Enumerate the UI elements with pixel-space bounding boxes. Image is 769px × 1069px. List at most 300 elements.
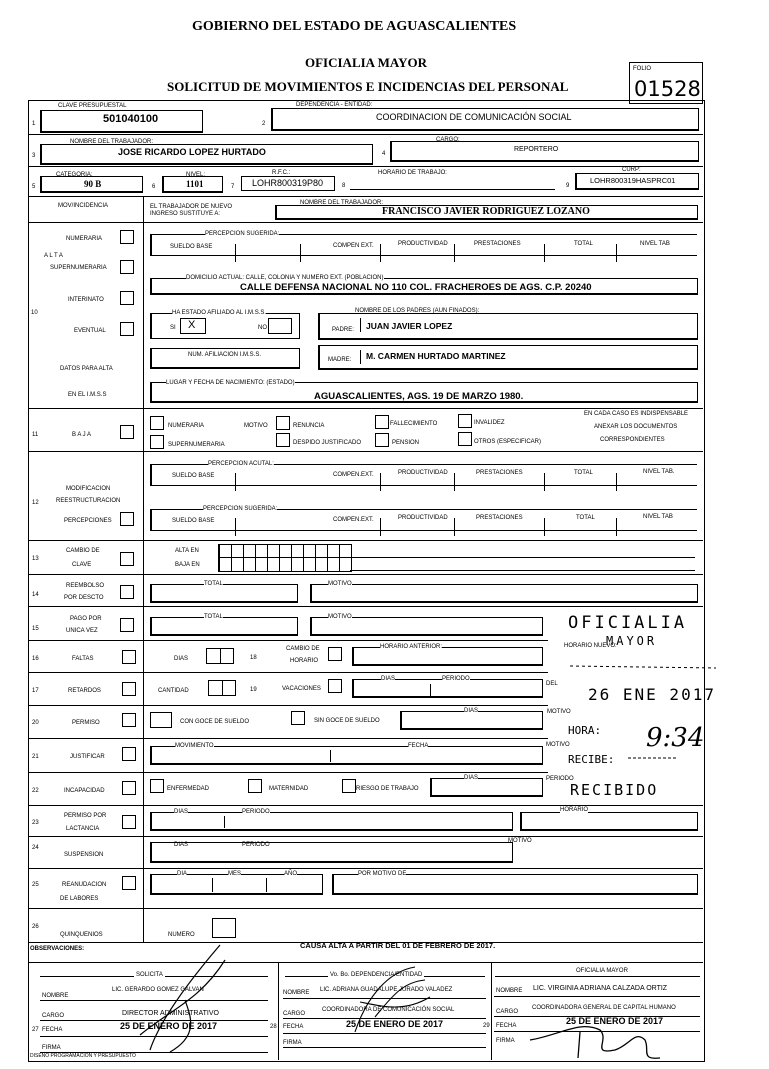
con-goce-checkbox[interactable] (150, 712, 172, 728)
percepcion-sugerida-label: PERCEPCION SUGERIDA: (203, 506, 278, 512)
baja-checkbox[interactable] (120, 425, 134, 439)
vobo-fecha: 25 DE ENERO DE 2017 (346, 1019, 444, 1029)
cambio-horario-checkbox[interactable] (328, 647, 342, 661)
enfermedad-checkbox[interactable] (150, 779, 164, 793)
dia-label: DIA (177, 871, 188, 877)
row-number: 9 (566, 183, 570, 189)
solicitante-fecha: 25 DE ENERO DE 2017 (120, 1021, 218, 1031)
row-number: 6 (152, 184, 156, 190)
nombre-label: NOMBRE DEL TRABAJADOR: (70, 139, 154, 145)
mov-incidencia-label: MOV/INCIDENCIA (58, 203, 109, 209)
footer-note: DISEÑO PROGRAMACION Y PRESUPUESTO (30, 1053, 136, 1059)
si-mark: X (188, 319, 196, 331)
reanudacion-fecha-field (150, 874, 323, 895)
tick (380, 473, 381, 491)
prestaciones-label: PRESTACIONES (476, 515, 523, 521)
numeraria-checkbox[interactable] (120, 230, 134, 244)
oficialia-fecha: 25 DE ENERO DE 2017 (566, 1016, 664, 1026)
tick (235, 244, 236, 262)
invalidez-checkbox[interactable] (458, 414, 472, 428)
tick (616, 518, 617, 536)
cambio-horario-label: CAMBIO DE (286, 646, 320, 652)
solicitante-cargo: DIRECTOR ADMINISTRATIVO (122, 1010, 219, 1017)
despido-checkbox[interactable] (276, 433, 290, 447)
divider (28, 222, 703, 223)
interinato-label: INTERINATO (68, 297, 104, 303)
lactancia-checkbox[interactable] (122, 815, 136, 829)
tick (235, 518, 236, 536)
total-label: TOTAL (204, 614, 223, 620)
svg-text:HORA:: HORA: (568, 724, 602, 737)
signature-line (495, 976, 700, 977)
row-number: 10 (31, 310, 38, 316)
row-number: 18 (250, 655, 257, 661)
periodo-label: PERIODO (442, 676, 470, 682)
quinquenios-label: QUINQUENIOS (60, 932, 103, 938)
tick (616, 244, 617, 262)
domicilio-value: CALLE DEFENSA NACIONAL NO 110 COL. FRACHEROES DE AGS. C.P. 20240 (240, 282, 592, 293)
anio-label: AÑO (284, 871, 298, 877)
curp-value: LOHR800319HASPRC01 (590, 176, 676, 185)
row-number: 28 (270, 1024, 277, 1030)
periodo-label: PERIODO (242, 809, 270, 815)
firma-label: FIRMA (42, 1045, 61, 1051)
permiso-label: PERMISO (72, 720, 100, 726)
oficialia-cargo: COORDINADORA GENERAL DE CAPITAL HUMANO (532, 1005, 676, 1011)
periodo-label: PERIODO (242, 842, 270, 848)
reembolso-checkbox[interactable] (120, 585, 134, 599)
pago-label: PAGO POR (70, 616, 102, 622)
form-title: SOLICITUD DE MOVIMIENTOS E INCIDENCIAS DEL PERSONAL (167, 79, 569, 94)
motivo-label: MOTIVO (546, 742, 570, 748)
percepcion-alta-label: PERCEPCION SUGERIDA: (205, 231, 280, 237)
svg-text:OFICIALIA: OFICIALIA (568, 613, 688, 633)
prestaciones-label: PRESTACIONES (474, 241, 521, 247)
vacaciones-label: VACACIONES (282, 686, 321, 692)
column-divider (491, 962, 492, 1060)
signature-solicitante-icon (130, 940, 240, 1058)
office-title: OFICIALIA MAYOR (305, 55, 427, 70)
column-divider (278, 962, 279, 1060)
divider (28, 408, 703, 409)
divider (28, 908, 703, 909)
riesgo-label: RIESGO DE TRABAJO (356, 786, 419, 792)
reanudacion-label: DE LABORES (60, 896, 99, 902)
row-number: 15 (32, 626, 39, 632)
tick (430, 684, 431, 696)
supernumeraria-baja-checkbox[interactable] (150, 435, 164, 449)
fecha-label: FECHA (42, 1027, 63, 1033)
divider (28, 574, 703, 575)
dias-label: DIAS (464, 708, 479, 714)
maternidad-label: MATERNIDAD (269, 786, 309, 792)
renuncia-label: RENUNCIA (293, 423, 325, 429)
divider (28, 738, 548, 739)
cambio-horario-label: HORARIO (290, 658, 319, 664)
pension-label: PENSION (392, 440, 420, 446)
tick (300, 244, 301, 262)
motivo-label: MOTIVO (547, 709, 571, 715)
horario-nuevo-label: HORARIO NUEVO: (564, 643, 617, 649)
fallecimiento-checkbox[interactable] (375, 415, 389, 429)
clave-line (350, 557, 695, 558)
incapacidad-dias-field (430, 778, 543, 797)
divider (28, 836, 703, 837)
row-number: 11 (32, 432, 39, 438)
otros-checkbox[interactable] (458, 432, 472, 446)
folio-box (629, 62, 703, 104)
row-number: 7 (231, 184, 235, 190)
fecha-label: FECHA (408, 743, 429, 749)
rfc-label: R.F.C.: (272, 170, 291, 176)
retardos-cantidad-box[interactable] (208, 680, 236, 696)
eventual-checkbox[interactable] (120, 322, 134, 336)
row-number: 22 (32, 788, 39, 794)
nombre-value: JOSE RICARDO LOPEZ HURTADO (118, 147, 266, 157)
row-number: 17 (32, 688, 39, 694)
justificar-checkbox[interactable] (122, 747, 136, 761)
productividad-label: PRODUCTIVIDAD (398, 515, 448, 521)
tick (224, 816, 225, 828)
percepciones-label: PERCEPCIONES (64, 518, 112, 524)
baja-note: EN CADA CASO ES INDISPENSABLE (584, 411, 689, 417)
suspension-label: SUSPENSION (64, 852, 104, 858)
numero-label: NUMERO (168, 932, 195, 938)
divider (28, 805, 703, 806)
sueldo-label: SUELDO BASE (172, 473, 215, 479)
motivo-label: MOTIVO (508, 838, 532, 844)
sustituido-label: NOMBRE DEL TRABAJADOR: (300, 200, 384, 206)
pago-checkbox[interactable] (120, 618, 134, 632)
supernumeraria-label: SUPERNUMERARIA (50, 265, 107, 271)
cambio-clave-checkbox[interactable] (120, 552, 134, 566)
divider (28, 540, 703, 541)
reembolso-total-field (150, 584, 298, 603)
numeraria-baja-checkbox[interactable] (150, 416, 164, 430)
nivel-tab-label: NIVEL TAB. (643, 469, 675, 475)
sin-goce-checkbox[interactable] (291, 711, 305, 725)
nacimiento-value: AGUASCALIENTES, AGS. 19 DE MARZO 1980. (314, 391, 524, 402)
retardos-label: RETARDOS (68, 688, 101, 694)
row-number: 19 (250, 687, 257, 693)
permiso-checkbox[interactable] (122, 713, 136, 727)
svg-text:26 ENE 2017: 26 ENE 2017 (588, 685, 716, 704)
lactancia-horario-field (520, 812, 698, 831)
despido-label: DESPIDO JUSTIFICADO (293, 440, 362, 446)
dias-label: DIAS (464, 775, 479, 781)
tick (266, 878, 267, 892)
tick (330, 750, 331, 762)
divider (28, 868, 703, 869)
row-number: 26 (32, 924, 39, 930)
row-number: 4 (382, 151, 386, 157)
mes-label: MES (228, 871, 242, 877)
nombre-label: NOMBRE (283, 990, 310, 996)
signature-oficialia-icon (520, 1010, 670, 1065)
nivel-label: NIVEL: (186, 172, 206, 178)
reanudacion-label: REANUDACION (62, 882, 107, 888)
prestaciones-label: PRESTACIONES (476, 470, 523, 476)
tick (454, 244, 455, 262)
padre-value: JUAN JAVIER LOPEZ (366, 321, 453, 331)
productividad-label: PRODUCTIVIDAD (398, 241, 448, 247)
row-number: 16 (32, 656, 39, 662)
divider (28, 196, 703, 197)
nacimiento-label: LUGAR Y FECHA DE NACIMIENTO: (ESTADO) (166, 380, 295, 386)
alta-en-label: ALTA EN (175, 548, 199, 554)
firma-label: FIRMA (496, 1038, 515, 1044)
row-number: 5 (32, 184, 36, 190)
fecha-label: FECHA (283, 1024, 304, 1030)
dependencia-value: COORDINACION DE COMUNICACIÓN SOCIAL (376, 112, 572, 122)
reanudacion-checkbox[interactable] (122, 876, 136, 890)
sign-line (283, 1047, 486, 1048)
compen-label: COMPEN.EXT. (333, 517, 374, 523)
dias-label: DIAS (381, 676, 396, 682)
numeraria-label: NUMERARIA (66, 236, 103, 242)
reembolso-label: POR DESCTO (64, 595, 104, 601)
maternidad-checkbox[interactable] (248, 779, 262, 793)
tick (544, 518, 545, 536)
cargo-label: CARGO (283, 1011, 306, 1017)
incapacidad-checkbox[interactable] (122, 781, 136, 795)
row-number: 1 (32, 121, 36, 127)
reanudacion-motivo-field (332, 874, 698, 895)
domicilio-label: DOMICILIO ACTUAL: CALLE, COLONIA Y NUMERO EXT. (POBLACION) (186, 275, 384, 281)
sin-goce-label: SIN GOCE DE SUELDO (314, 718, 380, 724)
solicita-label: SOLICITA (136, 972, 163, 978)
divider (28, 640, 548, 641)
madre-label: MADRE: (328, 357, 352, 363)
retardos-checkbox[interactable] (122, 682, 136, 696)
supernumeraria-baja-label: SUPERNUMERARIA (168, 442, 225, 448)
row-number: 13 (32, 556, 39, 562)
received-stamp-icon (548, 600, 738, 800)
row-number: 8 (342, 183, 346, 189)
sustituye-label: EL TRABAJADOR DE NUEVO (150, 204, 233, 210)
cargo-label: CARGO (42, 1013, 65, 1019)
clave-label: CLAVE PRESUPUESTAL (58, 103, 127, 109)
pension-checkbox[interactable] (375, 433, 389, 447)
row-number: 2 (262, 121, 266, 127)
dependencia-label: DEPENDENCIA - ENTIDAD: (296, 102, 373, 108)
curp-label: CURP: (622, 167, 641, 173)
horario-anterior-label: HORARIO ANTERIOR: (380, 644, 443, 650)
nivel-value: 1101 (186, 179, 204, 189)
motivo-label: MOTIVO (328, 581, 352, 587)
vobo-nombre: LIC. ADRIANA GUADALUPE JURADO VALADEZ (320, 987, 453, 993)
imss-label: EN EL I.M.S.S (68, 392, 107, 398)
row-number: 20 (32, 720, 39, 726)
rfc-value: LOHR800319P80 (252, 178, 324, 188)
afiliacion-label: NUM. AFILIACION I.M.S.S. (188, 352, 262, 358)
cargo-value: REPORTERO (514, 146, 559, 153)
quinquenios-box[interactable] (212, 918, 236, 938)
firma-label: FIRMA (283, 1040, 302, 1046)
cargo-label: CARGO: (436, 137, 460, 143)
padres-label: NOMBRE DE LOS PADRES (AUN FINADOS): (355, 308, 480, 314)
motivo-baja-label: MOTIVO (244, 423, 268, 429)
total-label: TOTAL (576, 515, 595, 521)
supernumeraria-checkbox[interactable] (120, 260, 134, 274)
fecha-label: FECHA (496, 1023, 517, 1029)
faltas-dias-box[interactable] (206, 648, 234, 664)
horario-line (350, 189, 555, 190)
divider (28, 705, 548, 706)
vacaciones-checkbox[interactable] (328, 679, 342, 693)
reembolso-label: REEMBOLSO (66, 583, 105, 589)
divider (28, 772, 548, 773)
row-number: 24 (32, 845, 39, 851)
interinato-checkbox[interactable] (120, 291, 134, 305)
periodo-label: PERIODO (546, 776, 574, 782)
clave-value: 501040100 (103, 113, 159, 125)
sueldo-label: SUELDO BASE (170, 244, 213, 250)
tick (235, 473, 236, 491)
lactancia-field (150, 812, 513, 831)
modificacion-checkbox[interactable] (120, 512, 134, 526)
total-label: TOTAL (204, 581, 223, 587)
tick (544, 244, 545, 262)
signature-vobo-icon (345, 962, 435, 1037)
con-goce-label: CON GOCE DE SUELDO (180, 719, 250, 725)
otros-label: OTROS (ESPECIFICAR) (474, 439, 542, 445)
productividad-label: PRODUCTIVIDAD (398, 470, 448, 476)
observaciones-label: OBSERVACIONES: (30, 946, 85, 952)
tick (360, 318, 361, 332)
baja-note: CORRESPONDIENTES (600, 437, 665, 443)
clave-grid (218, 544, 352, 572)
government-title: GOBIERNO DEL ESTADO DE AGUASCALIENTES (192, 19, 517, 34)
divider (28, 672, 548, 673)
tick (454, 518, 455, 536)
row-number: 21 (32, 754, 39, 760)
nombre-label: NOMBRE (42, 993, 69, 999)
solicitante-nombre: LIC. GERARDO GOMEZ GALVAN (112, 987, 204, 993)
dias-label: DIAS (174, 809, 189, 815)
si-label: SI (170, 325, 176, 331)
tick (360, 350, 361, 364)
observaciones-value: CAUSA ALTA A PARTIR DEL 01 DE FEBRERO DE 2017. (300, 941, 496, 950)
cantidad-label: CANTIDAD (158, 688, 189, 694)
oficialia-label: OFICIALIA MAYOR (576, 968, 628, 974)
svg-text:9:34: 9:34 (646, 723, 705, 753)
baja-note: ANEXAR LOS DOCUMENTOS (594, 424, 678, 430)
compen-label: COMPEN EXT. (333, 243, 374, 249)
baja-en-label: BAJA EN (175, 562, 200, 568)
tick (380, 244, 381, 262)
eventual-label: EVENTUAL (74, 328, 106, 334)
row-number: 29 (483, 1023, 490, 1029)
folio-number: 01528 (634, 77, 701, 101)
reestructuracion-label: REESTRUCTURACION (56, 498, 121, 504)
tick (212, 878, 213, 892)
horario-label: HORARIO DE TRABAJO: (378, 170, 447, 176)
tick (544, 473, 545, 491)
dias-label: DIAS (174, 842, 189, 848)
cambio-clave-label: CLAVE (72, 562, 92, 568)
folio-label: FOLIO (633, 66, 652, 72)
suspension-field (150, 842, 513, 863)
riesgo-checkbox[interactable] (342, 779, 356, 793)
madre-value: M. CARMEN HURTADO MARTINEZ (366, 351, 506, 361)
faltas-checkbox[interactable] (122, 650, 136, 664)
divider (28, 166, 703, 167)
faltas-label: FALTAS (72, 656, 94, 662)
oficialia-nombre: LIC. VIRGINIA ADRIANA CALZADA ORTIZ (533, 985, 668, 992)
pago-total-field (150, 617, 298, 636)
clave-line (350, 570, 695, 571)
total-label: TOTAL (574, 241, 593, 247)
justificar-label: JUSTIFICAR (70, 754, 105, 760)
tick (380, 518, 381, 536)
fallecimiento-label: FALLECIMIENTO (390, 421, 438, 427)
tick (616, 473, 617, 491)
tick (454, 473, 455, 491)
por-motivo-label: POR MOTIVO DE (358, 871, 407, 877)
incapacidad-label: INCAPACIDAD (64, 788, 105, 794)
vobo-cargo: COORDINADORA DE COMUNICACIÓN SOCIAL (322, 1007, 455, 1013)
svg-text:MAYOR: MAYOR (606, 634, 658, 648)
svg-text:RECIBE:: RECIBE: (568, 753, 615, 766)
row-number: 14 (32, 592, 39, 598)
categoria-label: CATEGORIA: (56, 172, 93, 178)
compen-label: COMPEN.EXT. (333, 472, 374, 478)
numeraria-baja-label: NUMERARIA (168, 423, 205, 429)
baja-label: B A J A (72, 432, 92, 438)
row-number: 27 (32, 1027, 39, 1033)
invalidez-label: INVALIDEZ (474, 420, 505, 426)
del-label: DEL (546, 681, 558, 687)
alta-label: A L T A (44, 253, 63, 259)
cambio-clave-label: CAMBIO DE (66, 548, 100, 554)
lactancia-label: LACTANCIA (66, 826, 100, 832)
cargo-label: CARGO (496, 1009, 519, 1015)
padre-label: PADRE: (332, 327, 354, 333)
column-divider (143, 196, 144, 942)
total-label: TOTAL (574, 470, 593, 476)
row-number: 12 (32, 500, 39, 506)
divider (28, 451, 703, 452)
sustituido-value: FRANCISCO JAVIER RODRIGUEZ LOZANO (382, 206, 590, 217)
row-number: 25 (32, 882, 39, 888)
nivel-tab-label: NIVEL TAB (643, 514, 673, 520)
afiliado-label: HA ESTADO AFILIADO AL I.M.S.S. (172, 310, 267, 316)
sign-line (494, 996, 700, 997)
modificacion-label: MODIFICACION (66, 486, 111, 492)
dias-label: DIAS (174, 656, 189, 662)
horario-label: HORARIO (560, 807, 589, 813)
vobo-label: Vo. Bo. DEPENDENCIA/ENTIDAD (330, 972, 423, 978)
motivo-label: MOTIVO (328, 614, 352, 620)
enfermedad-label: ENFERMEDAD (167, 786, 210, 792)
sueldo-label: SUELDO BASE (172, 518, 215, 524)
svg-text:RECIBIDO: RECIBIDO (570, 781, 659, 799)
nombre-label: NOMBRE (496, 988, 523, 994)
sustituye-label: INGRESO SUSTITUYE A: (150, 211, 221, 217)
renuncia-checkbox[interactable] (276, 416, 290, 430)
no-label: NO (258, 325, 267, 331)
row-number: 23 (32, 820, 39, 826)
row-number: 3 (32, 153, 36, 159)
divider (28, 134, 703, 135)
pago-label: UNICA VEZ (66, 628, 98, 634)
lactancia-label: PERMISO POR (64, 813, 107, 819)
no-box[interactable] (268, 318, 292, 334)
nivel-tab-label: NIVEL TAB (640, 241, 670, 247)
percepcion-actual-label: PERCEPCION ACUTAL: (208, 461, 274, 467)
movimiento-label: MOVIMIENTO (175, 743, 214, 749)
